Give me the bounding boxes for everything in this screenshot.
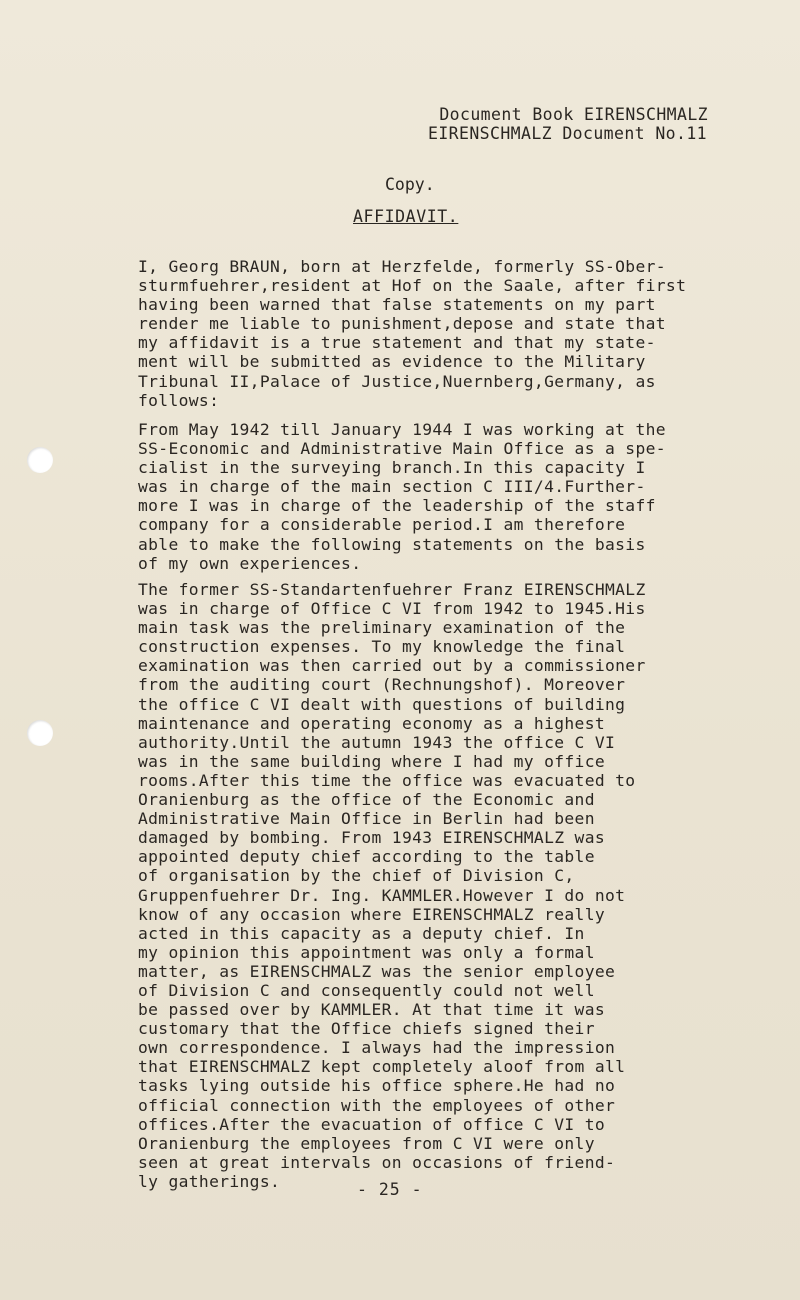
document-number-header: EIRENSCHMALZ Document No.11 — [427, 124, 707, 143]
paragraph-employment: From May 1942 till January 1944 I was working at the SS-Economic and Administrative Main Office as a spe- cialist in the surveying branch.In this capacity I was in charge of the main section C III/4.Further- more I was in charge of the leadership of the staff company for a considerable period.I am therefore able to make the following statements on the basis of my own experiences. — [138, 420, 666, 573]
punch-hole-upper — [27, 447, 53, 473]
punch-hole-lower — [27, 720, 53, 746]
document-book-header: Document Book EIRENSCHMALZ — [439, 105, 708, 124]
affidavit-title: AFFIDAVIT. — [353, 207, 459, 226]
paragraph-intro: I, Georg BRAUN, born at Herzfelde, formerly SS-Ober- sturmfuehrer,resident at Hof on the Saale, after first having been warned that false statements on my part render me liable to punishment,depose and state that my affidavit is a true statement and that my state- ment will be submitted as evidence to the Military Tribunal II,Palace of Justice,Nuernberg,Germany, as follows: — [138, 257, 687, 410]
copy-label: Copy. — [385, 175, 435, 194]
page-number: - 25 - — [357, 1180, 423, 1199]
paragraph-statements: The former SS-Standartenfuehrer Franz EIRENSCHMALZ was in charge of Office C VI from 1942 to 1945.His main task was the preliminary examination of the construction expenses. To my knowledge the final examination was then carried out by a commissioner from the auditing court (Rechnungshof). Moreover the office C VI dealt with questions of building maintenance and operating economy as a highest authority.Until the autumn 1943 the office C VI was in the same building where I had my office rooms.After this time the office was evacuated to Oranienburg as the office of the Economic and Administrative Main Office in Berlin had been damaged by bombing. From 1943 EIRENSCHMALZ was appointed deputy chief according to the table of organisation by the chief of Division C, Gruppenfuehrer Dr. Ing. KAMMLER.However I do not know of any occasion where EIRENSCHMALZ really acted in this capacity as a deputy chief. In my opinion this appointment was only a formal matter, as EIRENSCHMALZ was the senior employee of Division C and consequently could not well be passed over by KAMMLER. At that time it was customary that the Office chiefs signed their own correspondence. I always had the impression that EIRENSCHMALZ kept completely aloof from all tasks lying outside his office sphere.He had no official connection with the employees of other offices.After the evacuation of office C VI to Oranienburg the employees from C VI were only seen at great intervals on occasions of friend- ly gatherings. — [138, 580, 646, 1191]
